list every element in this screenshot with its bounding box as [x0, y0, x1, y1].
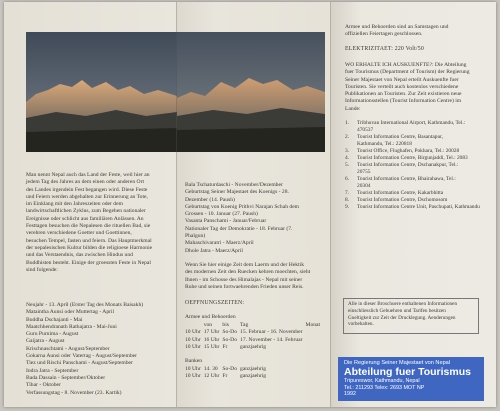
intro-line: der nepalesischen Kultur bilden die religioese Harmonie	[26, 244, 153, 251]
festival-item: Maatchhendranath Rathajatra - Mai-Juni	[26, 323, 117, 330]
intro-line: sind folgende:	[26, 266, 58, 273]
disclaimer-line: Alle in dieser Broschuere enthaltenen Informationen	[348, 301, 458, 307]
col-header: von	[203, 322, 213, 328]
banner-year: 1992	[344, 391, 356, 397]
cell: Fr	[222, 343, 228, 350]
info-line: WO ERHALTE ICH AUSKUENFTE?: Die Abteilung	[345, 62, 467, 68]
intro-line: Festtagen besuchen die Nepalesen die rituellen Bad, sie	[26, 223, 151, 230]
cell: So-Do	[222, 336, 238, 343]
festival-item: Tiez und Rischi Panschami - August/September	[26, 360, 133, 367]
festival-item: Gaijatra - August	[26, 338, 65, 345]
list-item-cont: 470537	[357, 127, 374, 133]
festival-item: Bala Tschaturdaschi - November/Dezember	[185, 182, 283, 188]
festival-item: Tihar - Oktober	[26, 382, 61, 389]
list-item: 3. Tourist Office, Flughafen, Pokhara, Tel.: 20028	[345, 148, 460, 154]
banner-contact: Tel.: 211293 Telex: 2693 MOT NP	[344, 384, 425, 391]
festival-item: Vasanta Panschami - Januar/Februar	[185, 218, 267, 225]
festival-item: Indra Jatra - September	[26, 367, 79, 374]
list-item-cont: 20304	[357, 183, 371, 189]
table-row	[185, 366, 269, 373]
cell: 10 Uhr	[185, 366, 201, 372]
col-header: Tag	[240, 322, 249, 328]
opening-hours-title: OEFFNUNGSZEITEN:	[185, 300, 245, 306]
cell: 15. Februar - 16. November	[240, 329, 303, 336]
col-header: bis	[222, 322, 229, 328]
armed-forces-title: Armee und Behoerden	[185, 314, 236, 320]
disclaimer-line: einschliesslich Gebuehren und Tarifen besitzen	[348, 307, 446, 314]
info-paragraph	[345, 62, 470, 113]
info-line: Publikationen an Touristen. Zur Zeit existieren neue	[345, 91, 462, 98]
intro-line: Ereignisse oder schlicht aus familiären Anlässen. An	[26, 215, 144, 222]
intro-line: und Feiern werden abgehalten zur Erinnerung an Tote,	[26, 193, 148, 200]
middle-panel	[177, 2, 331, 407]
cell: 10 Uhr	[185, 329, 201, 336]
list-item-cont: Kathmandu, Tel.: 220818	[357, 141, 412, 147]
cell: 16 Uhr	[203, 336, 220, 343]
disclaimer-line: vorbehalten.	[348, 321, 374, 328]
festival-item: Gokarna Aunsi oder Vatertag - August/September	[26, 353, 137, 360]
intro-line: jedem Tag des Jahres an dem einen oder anderen Ort	[26, 179, 145, 186]
cell: Fr	[222, 373, 228, 380]
note-line: offiziellen Feiertagen geschlossen.	[345, 31, 423, 38]
note-line: Armee und Behoerden sind an Samstagen und	[345, 24, 449, 30]
list-item: 6. Tourist Information Centre, Bhairahawa, Tel.:	[345, 176, 456, 182]
disclaimer-line: Gueltigkeit zur Zeit der Drucklegung. Aenderungen	[348, 314, 456, 321]
intro-line: Man nennt Nepal auch das Land der Feste, weil hier an	[26, 172, 150, 178]
intro-line: verehren verschiedene Goetter und Goettinnen,	[26, 230, 132, 237]
festival-item: Verfassungstag - 8. November (23. Kartik)	[26, 389, 122, 396]
festival-item: Geburtstag Seiner Majestaet des Koenigs - 28.	[185, 189, 289, 196]
cell: 10 Uhr	[185, 343, 201, 350]
office-list	[345, 120, 480, 211]
festival-list-continued	[185, 182, 299, 255]
peace-note	[185, 262, 310, 291]
cell: 14. 30	[203, 366, 218, 372]
festival-list	[26, 302, 143, 397]
festival-item: Mataintha Aunsi oder Muttertag - April	[26, 309, 115, 316]
note-line: Ruhe und seinen fortwaehrenden Frieden unser Reis.	[185, 283, 304, 290]
festival-item: Phalgun)	[185, 233, 206, 240]
left-panel	[4, 2, 177, 407]
festival-item: Geburtstag von Koenig Prithvi Narajan Schah dem	[185, 203, 300, 210]
list-item-cont: 20755	[357, 169, 371, 175]
table-row	[185, 344, 323, 351]
intro-line: und das Verstaendnis, das zwischen Hindus und	[26, 252, 133, 259]
list-item: 2. Tourist Information Centre, Basantapur,	[345, 134, 444, 140]
tourism-department-banner	[338, 357, 484, 401]
list-item: 9. Tourist Information Centre Unit, Paschupati, Kathmandu	[345, 204, 480, 210]
festival-item: Dhole Jatra - Maerz/April	[185, 247, 243, 254]
list-item: 7. Tourist Information Centre, Kakarbhitta	[345, 190, 444, 196]
banner-title: Abteilung fuer Tourismus	[344, 366, 471, 378]
list-item: 4. Tourist Information Centre, Birgunjaddi, Tel.: 2083	[345, 155, 468, 161]
cell: ganzjaehrig	[240, 343, 267, 350]
table-row	[185, 329, 323, 336]
cell: So-Do	[222, 366, 238, 372]
table-row	[185, 373, 269, 380]
intro-paragraph	[26, 172, 152, 274]
festival-item: Neujahr - 13. April (Erster Tag des Monats Baisakh)	[26, 302, 144, 308]
list-item: 1. Tribhuvan International Airport, Kathmandu, Tel.:	[345, 120, 466, 126]
intro-line: des Landes irgendein Fest begangen wird. Diese Feste	[26, 186, 148, 193]
cell: 12 Uhr	[203, 373, 220, 380]
intro-line: landwirtschaftlichen Zyklus, zum Begehen nationaler	[26, 208, 146, 215]
banner-address: Tripureswor, Kathmandu, Nepal	[344, 378, 420, 384]
festival-item: Nationaler Tag der Demokratie - 18. Februar (7.	[185, 225, 293, 232]
info-line: Informationsstellen (Tourist Information Centre) im	[345, 98, 462, 105]
armed-hours-table	[185, 322, 323, 351]
festival-item: Guru Purnima - August	[26, 331, 79, 338]
cell: ganzjaehrig	[240, 366, 267, 372]
info-line: Seiner Majestaet von Nepal erteilt Auskuenfte fuer	[345, 76, 459, 83]
festival-item: Grossen - 10. Januar (27. Paush)	[185, 211, 258, 218]
bank-hours-table	[185, 366, 269, 381]
disclaimer-box	[343, 298, 479, 334]
note-line: Wenn Sie hier einige Zeit dem Laerm und der Hektik	[185, 262, 304, 268]
note-line: des modernen Zeit den Ruecken kehren moechten, sieht	[185, 269, 311, 276]
info-line: fuer Tourismus (Department of Tourism) der Regierung	[345, 69, 470, 76]
festival-item: Dezember (14. Paush)	[185, 196, 235, 203]
note-line: Ihnen - im Schosse des Himalajas - Nepal mit seiner	[185, 276, 303, 283]
electricity-info: ELEKTRIZITAET: 220 Volt/50	[345, 46, 424, 52]
cell: So-Do	[222, 329, 238, 336]
col-header: Monat	[305, 322, 321, 328]
info-line: Touristen. Sie verteilt auch kostenlos verschiedene	[345, 83, 459, 90]
closed-note	[345, 24, 448, 39]
cell: 17. November - 14. Februar	[240, 336, 303, 343]
festival-item: Krischnaschtami - August/September	[26, 345, 110, 352]
cell: ganzjaehrig	[240, 373, 267, 380]
intro-line: Buddhisten besteht. Einige der groessten Feste in Nepal	[26, 259, 151, 266]
mountain-photo-left	[26, 32, 177, 152]
festival-item: Bada Dassain - September/Oktober	[26, 374, 106, 381]
mountain-photo-right	[177, 32, 325, 152]
intro-line: besuchen Tempel, fasten und feiern. Das Hauptmerkmal	[26, 237, 152, 244]
festival-item: Buddha Dschajanti - Mai	[26, 316, 83, 323]
table-row	[185, 337, 323, 344]
banks-title: Banken	[185, 358, 203, 364]
brochure-sheet	[4, 2, 496, 407]
cell: 17 Uhr	[203, 329, 220, 336]
banner-line: Die Regierung Seiner Majestaet von Nepal	[344, 360, 451, 366]
table-header-row	[185, 322, 323, 329]
right-panel	[331, 2, 496, 407]
list-item: 5. Tourist Information Centre, Dschanakpur, Tel.:	[345, 162, 459, 168]
info-line: Lande:	[345, 105, 361, 112]
cell: 15 Uhr	[203, 343, 220, 350]
list-item: 8. Tourist Information Centre, Dschomosom	[345, 197, 448, 203]
festival-item: Mahaschivaratri - Maerz/April	[185, 240, 254, 247]
cell: 10 Uhr	[185, 336, 201, 343]
cell: 10 Uhr	[185, 373, 201, 380]
intro-line: im Einklang mit den Jahreszeiten oder dem	[26, 201, 123, 208]
